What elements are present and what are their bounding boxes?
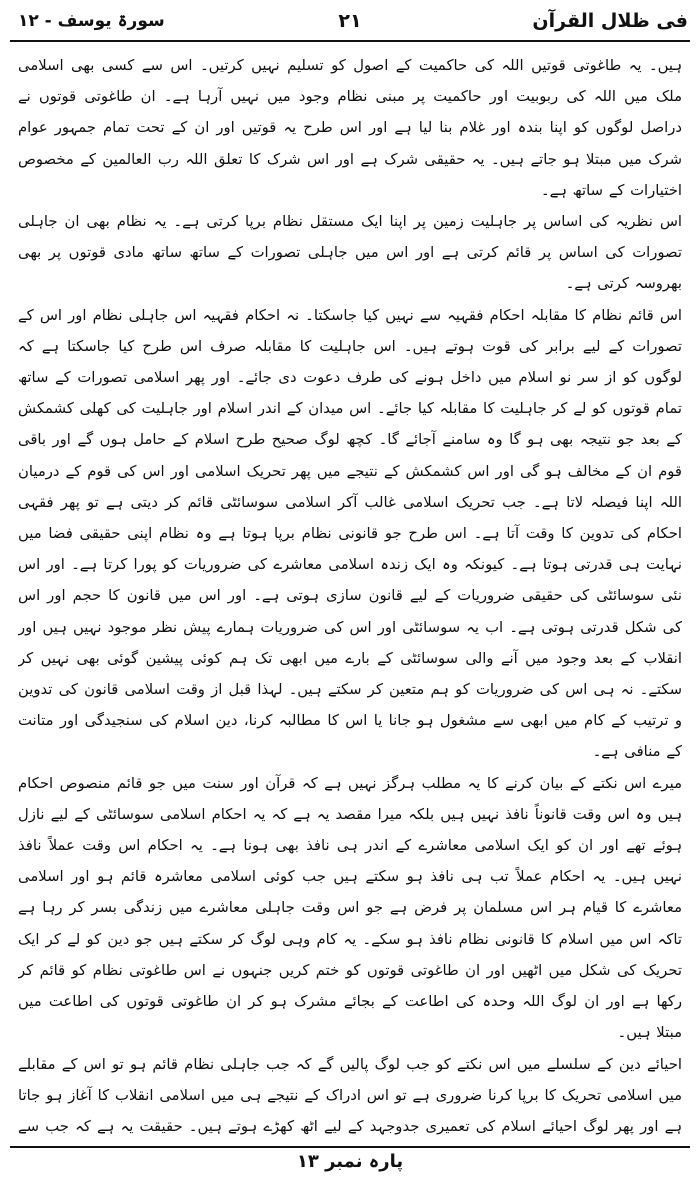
header-divider <box>10 40 690 42</box>
paragraph: اس نظریہ کی اساس پر جاہلیت زمین پر اپنا ایک مستقل نظام برپا کرتی ہے۔ یہ نظام بھی ان جاہلی تصورات کی اساس پر قائم کرتی ہے اور اس میں جاہلی تصورات کے ساتھ ساتھ مادی قوتوں پر بھی بھروسہ کرتی ہے۔ <box>18 213 682 293</box>
paragraph: ہیں۔ یہ طاغوتی قوتیں اللہ کی حاکمیت کے اصول کو تسلیم نہیں کرتیں۔ اس سے کسی بھی اسلامی ملک میں اللہ کی ربوبیت اور حاکمیت پر مبنی نظام وجود میں نہیں آرہا ہے۔ ان طاغوتی قوتوں نے دراصل لوگوں کو اپنا بندہ اور غلام بنا لیا ہے اور اس طرح یہ قوتیں اور ان کے تحت تمام جمہور عوام شرک میں مبتلا ہو جاتے ہیں۔ یہ حقیقی شرک ہے اور اس شرک کا تعلق اللہ رب العالمین کے مخصوص اختیارات کے ساتھ ہے۔ <box>18 57 682 199</box>
book-title: فی ظلال القرآن <box>532 10 688 32</box>
surah-label: سورۃ یوسف - ۱۲ <box>18 11 165 31</box>
page-number: ۲۱ <box>338 10 362 32</box>
paragraph: میرے اس نکتے کے بیان کرنے کا یہ مطلب ہرگز نہیں ہے کہ قرآن اور سنت میں جو قائم منصوص احکام ہیں وہ اس وقت قانوناً نافذ نہیں ہیں بلکہ میرا مقصد یہ ہے کہ یہ احکام اسلامی سوسائٹی کے لیے نازل ہوئے تھے اور ان کو ایک اسلامی معاشرے کے اندر ہی نافذ بھی ہونا ہے۔ یہ احکام اس وقت عملاً نافذ نہیں ہیں۔ یہ احکام عملاً تب ہی نافذ ہو سکتے ہیں جب کوئی اسلامی معاشرہ قائم ہو اور اسلامی معاشرے کا قیام ہر اس مسلمان پر فرض ہے جو اس وقت جاہلی معاشرے میں زندگی بسر کر رہا ہے تاکہ اس میں اسلام کا قانونی نظام نافذ ہو سکے۔ یہ کام وہی لوگ کر سکتے ہیں جو دین کو لے کر ایک تحریک کی شکل میں اٹھیں اور ان طاغوتی قوتوں کو ختم کریں جنہوں نے اس طاغوتی نظام کو قائم کر رکھا ہے اور ان لوگ اللہ وحدہ کی اطاعت کے بجائے مشرک ہو کر ان طاغوتی قوتوں کی اطاعت میں مبتلا ہیں۔ <box>18 774 682 1042</box>
paragraph: احیائے دین کے سلسلے میں اس نکتے کو جب لوگ پالیں گے کہ جب جاہلی نظام قائم ہو تو اس کے مقابلے میں اسلامی تحریک کا برپا کرنا ضروری ہے تو اس ادراک کے نتیجے ہی میں اسلامی انقلاب کا آغاز ہو جاتا ہے اور پھر لوگ احیائے اسلام کی تعمیری جدوجہد کے لیے اٹھ کھڑے ہوتے ہیں۔ حقیقت یہ ہے کہ جب سے <box>18 1055 682 1135</box>
page-header <box>10 6 690 40</box>
para-number-footer: پارہ نمبر ۱۳ <box>296 1151 404 1172</box>
paragraph: اس قائم نظام کا مقابلہ احکام فقہیہ سے نہیں کیا جاسکتا۔ نہ احکام فقہیہ اس جاہلی نظام اور اس کے تصورات کے لیے برابر کی قوت ہوتے ہیں۔ اس جاہلیت کا مقابلہ صرف اس طرح کیا جاسکتا ہے کہ لوگوں کو از سر نو اسلام میں داخل ہونے کی طرف دعوت دی جائے۔ اور پھر اسلامی تصورات کے ساتھ تمام قوتوں کو لے کر جاہلیت کا مقابلہ کیا جائے۔ اس میدان کے اندر اسلام اور جاہلیت کی کھلی کشمکش کے بعد جو نتیجہ بھی ہو گا وہ سامنے آجائے گا۔ کچھ لوگ صحیح طرح اسلام کے حامل ہوں گے اور باقی قوم ان کے مخالف ہو گی اور اس کشمکش کے نتیجے میں پھر تحریک اسلامی اور اس کی قوم کے درمیان اللہ اپنا فیصلہ لاتا ہے۔ جب تحریک اسلامی غالب آکر اسلامی سوسائٹی قائم کر دیتی ہے تو پھر فقہی احکام کی تدوین کا وقت آتا ہے۔ اس طرح جو قانونی نظام برپا ہوتا ہے وہ نظام اپنی حقیقی فضا میں نہایت ہی قدرتی ہوتا ہے۔ کیونکہ وہ ایک زندہ اسلامی معاشرے کی ضروریات کو پورا کرتا ہے۔ اور اس نئی سوسائٹی کی حقیقی ضروریات کے لیے قانون سازی ہوتی ہے۔ اور اس میں قانون کا حجم اور اس کی شکل قدرتی ہوتی ہے۔ اب یہ سوسائٹی اور اس کی ضروریات ہمارے پیش نظر موجود نہیں ہیں اور انقلاب کے بعد وجود میں آنے والی سوسائٹی کے بارے میں ابھی تک ہم کوئی پیشین گوئی بھی نہیں کر سکتے۔ نہ ہی اس کی ضروریات کو ہم متعین کر سکتے ہیں۔ لہذا قبل از وقت اسلامی قانون کی تدوین و ترتیب کے کام میں ابھی سے مشغول ہو جانا یا اس کا مطالبہ کرنا، دین اسلام کی سنجیدگی اور متانت کے منافی ہے۔ <box>18 306 682 761</box>
page-body <box>18 50 682 1140</box>
footer-divider <box>10 1146 690 1148</box>
